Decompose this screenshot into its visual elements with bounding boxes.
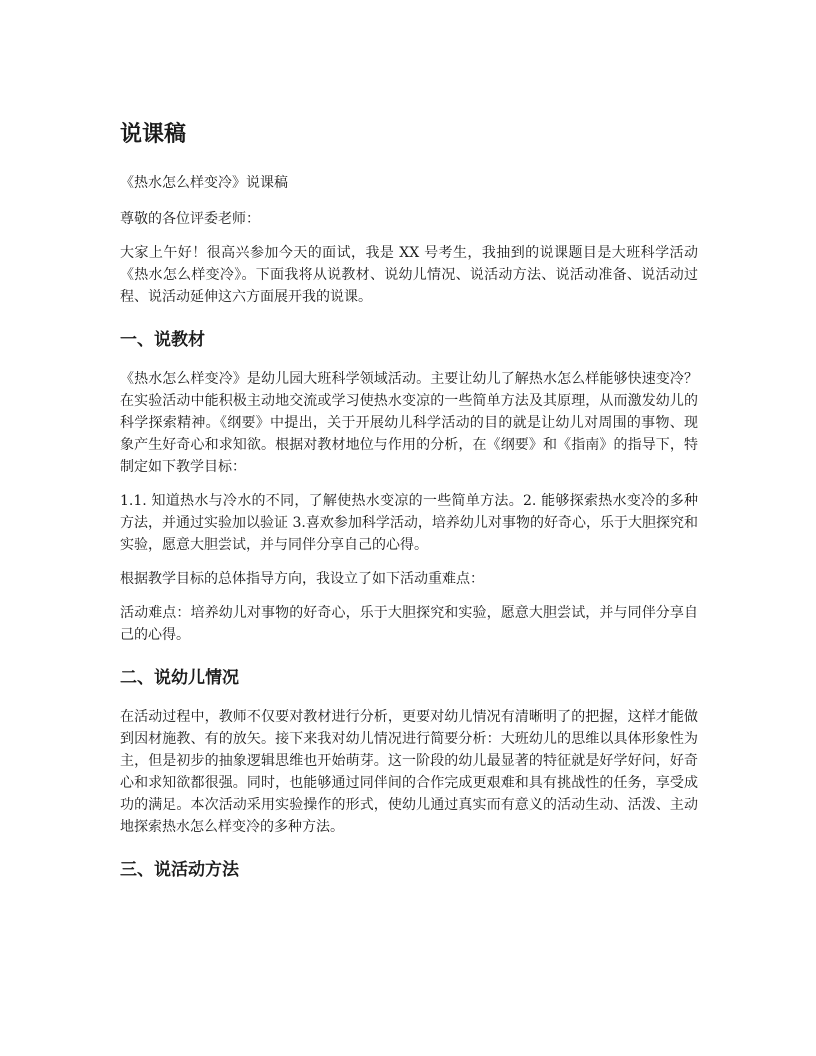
intro-paragraph: 大家上午好！很高兴参加今天的面试，我是 XX 号考生，我抽到的说课题目是大班科学活动《热水怎么样变冷》。下面我将从说教材、说幼儿情况、说活动方法、说活动准备、说活动过程、说活动延伸这六方面展开我的说课。 [120,245,698,305]
salutation: 尊敬的各位评委老师： [120,211,260,227]
document-subtitle: 《热水怎么样变冷》说课稿 [120,175,288,191]
section-heading: 三、说活动方法 [120,860,239,880]
paragraph: 在活动过程中，教师不仅要对教材进行分析，更要对幼儿情况有清晰明了的把握，这样才能做到因材施教、有的放矢。接下来我对幼儿情况进行简要分析：大班幼儿的思维以具体形象性为主，但是初步的抽象逻辑思维也开始萌芽。这一阶段的幼儿最显著的特征就是好学好问，好奇心和求知欲都很强。同时，也能够通过同伴间的合作完成更艰难和具有挑战性的任务，享受成功的满足。本次活动采用实验操作的形式，使幼儿通过真实而有意义的活动生动、活泼、主动地探索热水怎么样变冷的多种方法。 [120,709,698,835]
paragraph: 活动难点：培养幼儿对事物的好奇心，乐于大胆探究和实验，愿意大胆尝试，并与同伴分享自己的心得。 [120,605,698,643]
section-children-situation [120,664,698,838]
section-heading: 二、说幼儿情况 [120,668,239,688]
section-heading: 一、说教材 [120,330,205,350]
document-title: 说课稿 [120,122,187,147]
document-page [120,118,698,898]
paragraph: 《热水怎么样变冷》是幼儿园大班科学领域活动。主要让幼儿了解热水怎么样能够快速变冷？在实验活动中能积极主动地交流或学习使热水变凉的一些简单方法及其原理，从而激发幼儿的科学探索精神。《纲要》中提出，关于开展幼儿科学活动的目的就是让幼儿对周围的事物、现象产生好奇心和求知欲。根据对教材地位与作用的分析，在《纲要》和《指南》的指导下，特制定如下教学目标： [120,371,698,475]
section-activity-method [120,856,698,884]
section-teaching-material [120,326,698,646]
paragraph: 根据教学目标的总体指导方向，我设立了如下活动重难点： [120,571,484,587]
paragraph: 1.1. 知道热水与冷水的不同，了解使热水变凉的一些简单方法。2. 能够探索热水变冷的多种方法，并通过实验加以验证 3.喜欢参加科学活动，培养幼儿对事物的好奇心，乐于大胆探究和实验，愿意大胆尝试，并与同伴分享自己的心得。 [120,493,698,553]
